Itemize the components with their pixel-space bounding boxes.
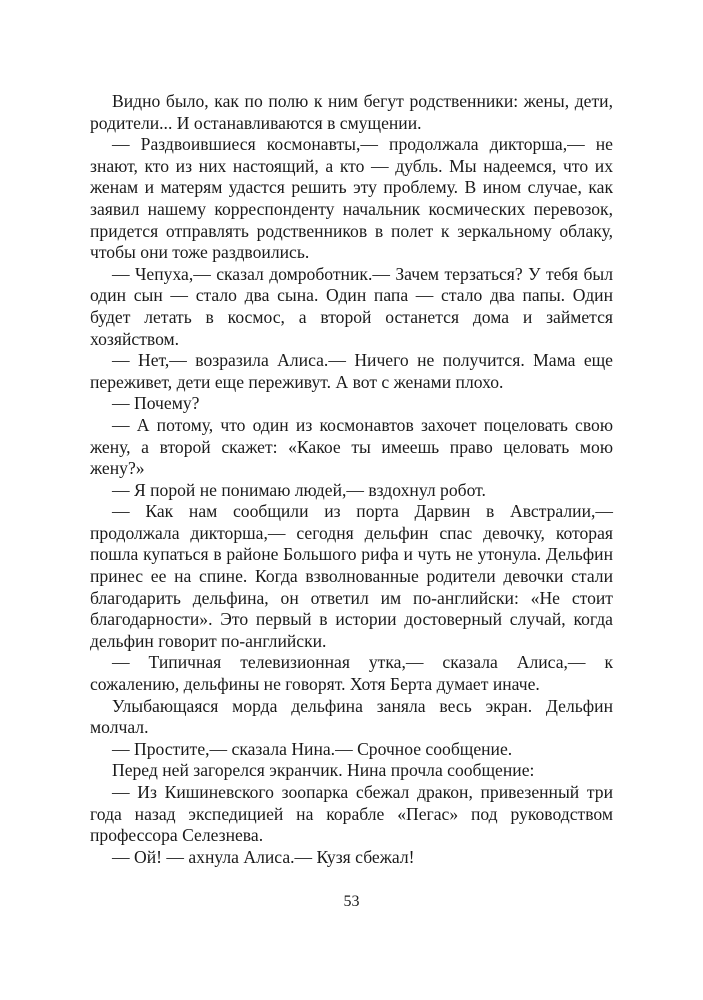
paragraph: — Я порой не понимаю людей,— вздохнул робот. (112, 479, 486, 500)
paragraph: Видно было, как по полю к ним бегут родственники: жены, дети, родители... И останавливаются в смущении. (90, 91, 613, 133)
paragraph: — Как нам сообщили из порта Дарвин в Австралии,— продолжала дикторша,— сегодня дельфин спас девочку, которая пошла купаться в районе Большого рифа и чуть не утонула. Дельфин принес ее на спине. Когда взволнованные родители девочки стали благодарить дельфина, он ответил им по-английски: «Не стоит благодарности». Это первый в истории достоверный случай, когда дельфин говорит по-английски. (90, 501, 613, 651)
paragraph: — Простите,— сказала Нина.— Срочное сообщение. (112, 738, 513, 759)
paragraph: — Типичная телевизионная утка,— сказала Алиса,— к сожалению, дельфины не говорят. Хотя Берта думает иначе. (90, 652, 613, 695)
paragraph: — Нет,— возразила Алиса.— Ничего не получится. Мама еще переживет, дети еще переживут. А вот с женами плохо. (90, 350, 613, 392)
paragraph: — А потому, что один из космонавтов захочет поцеловать свою жену, а второй скажет: «Какое ты имеешь право целовать мою жену?» (90, 414, 613, 479)
paragraph: — Ой! — ахнула Алиса.— Кузя сбежал! (112, 846, 415, 867)
page-number: 53 (343, 893, 360, 910)
paragraph: — Почему? (112, 393, 200, 414)
paragraph: Перед ней загорелся экранчик. Нина прочла сообщение: (112, 760, 535, 781)
paragraph: — Раздвоившиеся космонавты,— продолжала дикторша,— не знают, кто из них настоящий, а кто — дубль. Мы надеемся, что их женам и матерям удастся решить эту проблему. В ином случае, как заявил нашему корреспонденту начальник космических перевозок, придется отправлять родственников в полет к зеркальному облаку, чтобы они тоже раздвоились. (90, 134, 613, 263)
paragraph: Улыбающаяся морда дельфина заняла весь экран. Дельфин молчал. (90, 695, 613, 738)
paragraph: — Из Кишиневского зоопарка сбежал дракон, привезенный три года назад экспедицией на корабле «Пегас» под руководством профессора Селезнева. (90, 782, 613, 846)
paragraph: — Чепуха,— сказал домроботник.— Зачем терзаться? У тебя был один сын — стало два сына. Один папа — стало два папы. Один будет летать в космос, а второй останется дома и займется хозяйством. (90, 263, 613, 349)
page-body (90, 91, 613, 868)
